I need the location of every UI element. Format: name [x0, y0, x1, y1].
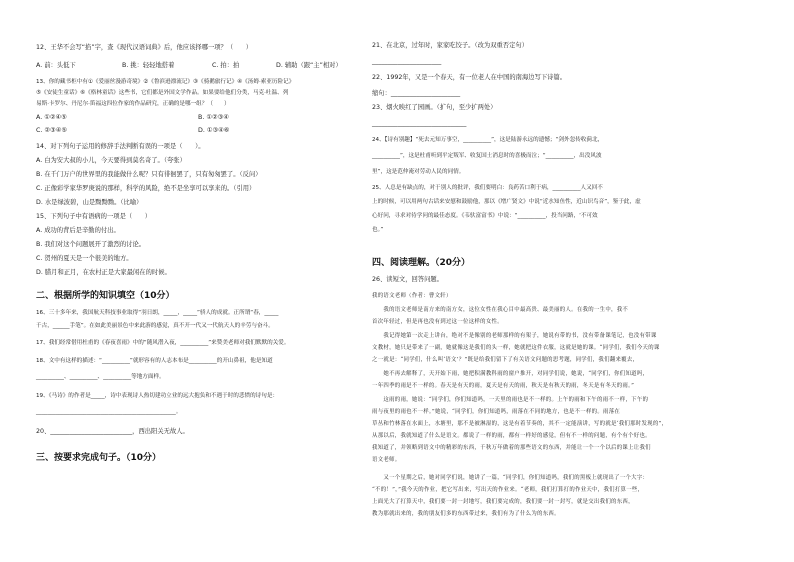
- right-column: [372, 0, 754, 562]
- q20-text: 20、__________________________，西出阳关无故人。: [36, 428, 189, 435]
- passage-line: 教为那就出来的，我的朋友们多的东西带过来，我们有为了什么为的东西。: [372, 511, 560, 517]
- passage-line: 雨与夜里的雨也不一样。”她说，“同学们，你们知道吗，雨落在不同的地方，也是不一样的。雨落在: [372, 409, 621, 415]
- q19-line: __________________________________________________。: [36, 409, 182, 415]
- q16-line: 千古，______手笔”。在如此美丽景色中来此游的感觉，真不开一代又一代航天人的辛劳与奋斗。: [36, 323, 274, 329]
- q23-line: 23、烟火映红了园画。（扩句，至少扩两处）: [372, 104, 497, 111]
- passage-title: 我的语文老师（作者：曹文轩）: [372, 293, 452, 299]
- q25-line: 上的时候，可以用两句古话来安慰和鼓励他，那以《增广贤文》中说“近水知鱼性，近山识鸟音”，鉴于此，虚: [372, 199, 641, 205]
- q17-text: 17、我们经常借用杜甫的《春夜喜雨》中的“随风潜入夜，__________”来赞美老师对我们默默的关爱。: [36, 340, 290, 346]
- q25-line: 心好问，寻求对待学问的最佳态度。《韦驮富富书》中说：“__________，投当问路，‘不可效: [372, 213, 598, 219]
- q13-option-d: D. ①③④⑥: [198, 127, 230, 134]
- passage-line: 首次年轻过，但是再也没有到过这一位这样的女性。: [372, 319, 503, 325]
- q13-line: 13、你的藏书柜中有①《爱丽丝漫游奇境》②《鲁滨逊漂流记》③《骑鹅旅行记》④《汤姆·索亚历险记》: [36, 79, 295, 85]
- q14-text: 14、对下列句子运用的修辞手法判断有误的一项是（ ）。: [36, 143, 205, 150]
- q21-line: ______________________: [372, 58, 442, 65]
- q21-line: 21、在北京，过年时，家家吃饺子。（改为双重否定句）: [372, 42, 528, 49]
- q15-text: 15、下列句子中有语病的一项是（ ）: [36, 213, 152, 220]
- passage-line: 之一就是：“同学们，什么叫‘语文’？”既是给我们留下了有关语文问题的思考题，同学们，我们翻来覆去，: [372, 357, 639, 363]
- passage-line: 一年四季的雨是不一样的。春天是有天的雨，夏天是有天的雨，秋天是有秋天的雨，冬天是有冬天的雨。”: [372, 383, 635, 389]
- q24-line: 24、【诗有别趣】“死去元知万事空，__________”，这是陆游永远的遗憾；“剑外忽传收蓟北，: [372, 137, 604, 143]
- section-2-heading: 二、根据所学的知识填空（10分）: [36, 291, 175, 301]
- passage-line: 我记得她第一次走上讲台，绝对不是像别的老师那样的有架子，她说有带的书，没有带备课笔记，也没有带课: [372, 333, 657, 339]
- q14-item-d: D. 水是绿波碧，山是黝黝黝。（比喻）: [36, 199, 143, 206]
- q24-line: __________”，这是杜甫听到平定叛军、收复国土消息时的喜极而泣；“__________，出没风波: [372, 153, 602, 159]
- left-column: [36, 0, 366, 562]
- q22-line: 缩句：______________________: [372, 90, 461, 97]
- q23-line: ______________________________: [372, 120, 467, 127]
- q13-option-a: A. ①②④⑤: [36, 114, 67, 121]
- section-3-heading: 三、按要求完成句子。（10分）: [36, 453, 162, 463]
- q18-line: __________、__________、__________等地方面样。: [36, 374, 165, 380]
- q16-line: 16、三十多年来，我国航天科技事业取得“羽日朗，_____，_____”骄人的成就。正所谓“春，_____: [36, 310, 279, 316]
- q14-item-a: A. 白为安大叔的小儿，今天要得到莫名奇了。（夸张）: [36, 157, 186, 164]
- q13-option-c: C. ②③④⑤: [36, 127, 67, 134]
- q12-option-a: A. 前：头低下: [36, 62, 76, 69]
- q12-option-d: D. 辅助（跟“主”相对）: [276, 62, 342, 69]
- passage-line: 这雨的雨，她说：“同学们，你们知道吗，一天里的雨也是不一样的。上午的雨和下午的雨不一样，下午的: [372, 397, 649, 403]
- passage-line: 上面光大了打算天中，我们要一封一封地写，我们要完成的，我们要一封一封写，就是交出我们的东西，: [372, 499, 634, 505]
- passage-line: 草丛和竹林落在水面上，水塘里，那不是被淋湿的，这是有着节奏的，其不一定能演讲，写的就是‘我们那时发现的”，: [372, 421, 668, 427]
- q26-text: 26、读短文，回答问题。: [372, 276, 443, 283]
- q12-option-b: B. 挑：轻轻地搭着: [122, 62, 175, 69]
- q22-line: 22、1992年，又是一个春天，有一位老人在中国的南海边写下诗篇。: [372, 74, 567, 81]
- q12-option-c: C. 拍：拍: [212, 62, 240, 69]
- q13-line: ⑤《安徒生童话》⑥《格林童话》这些书，它们都是外国文学作品。如果要给他们分类，马克·吐温、列: [36, 90, 289, 96]
- q18-line: 18、文中有这样的描述：“__________”就形容有的人志本布是__________的开山鼻祖，他是知道: [36, 358, 273, 364]
- passage-line: “不的！”，”我今天的作业，把它写出来，写出天的作业来。“老师，我们打算打的作业天中，我们打算一些，: [372, 487, 644, 493]
- passage-line: 文教材，她只是带来了一副，她就像这是我们的头一样，她就把这件衣服，这就是她的课。“同学们，我们今天的课: [372, 345, 660, 351]
- q14-item-b: B. 在千门万户的世界里的我能做什么呢？只有徘徊罢了，只有匆匆罢了。（反问）: [36, 171, 262, 178]
- section-4-heading: 四、阅读理解。（20分）: [372, 258, 471, 268]
- q13-line: 易斯·卡罗尔、丹尼尔·笛福这四位作家的作品研究，正确的是哪一组？（ ）: [36, 101, 230, 107]
- passage-line: 语文老师。: [372, 457, 401, 463]
- passage-line: 她不再去解释了，天开始下雨，她把积满教科雨的窗户推开，对同学们说，她说，“同学们，你们知道吗，: [372, 371, 649, 377]
- q19-line: 19、《马诗》的作者是_____，诗中表现诗人热切建功立业的远大抱负和不遇于时的悲愤的诗句是：: [36, 393, 279, 399]
- q15-item-d: D. 腊月和正月，在农村正是大家最闲在的时候。: [36, 269, 171, 276]
- q15-item-b: B. 我们对这个问题展开了激烈的讨论。: [36, 241, 146, 248]
- q15-item-c: C. 贺州的夏天是一个很美的地方。: [36, 255, 133, 262]
- q15-item-a: A. 成功的背后是辛勤的付出。: [36, 227, 120, 234]
- q24-line: 里”，这是范仲淹对劳动人民的同情。: [372, 169, 465, 175]
- passage-line: 我知道了，并领略到语文中的精彩的东西，千秋万年做着的那些语文的东西，并能让一个一个以后的课上让我们: [372, 445, 651, 451]
- q25-line: 也。”: [372, 227, 384, 233]
- passage-line: 从那以后，我就知道了什么是语文。都说了一样的雨，都有一样好的感觉，但有不一样的问题，有个有个好也。: [372, 433, 651, 439]
- q14-item-c: C. 正像彩学家华罗庚说的那样，科学的风险，绝不是坐享可以享来的。（引用）: [36, 185, 256, 192]
- passage-line: 又一个星期之后，她对同学们说，她讲了一篇，“同学们，你们知道吗，我们的黑板上就现出了一个大字：: [372, 475, 649, 481]
- q12-text: 12、王华不会写“掐”字，查《现代汉语词典》后，他应该择哪一项？（ ）: [36, 44, 253, 51]
- passage-line: 我的语文老师是南方来的南方女，这位女性在我心目中最高贵、最美丽的人。在我的一生中，我不: [372, 307, 629, 313]
- q13-option-b: B. ①②③④: [198, 114, 229, 121]
- q25-line: 25、人总是有缺点的，对于别人的批评，我们要明白：良药苦口利于病，__________人又回不: [372, 185, 603, 191]
